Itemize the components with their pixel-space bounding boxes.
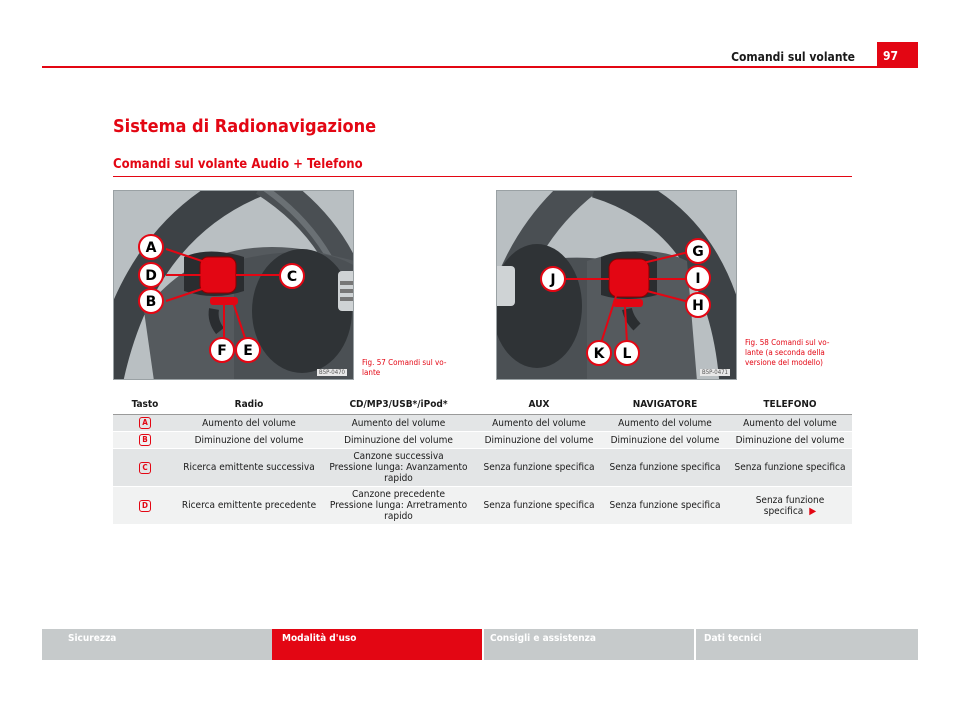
table-row bbox=[113, 487, 852, 525]
figure-58-caption bbox=[745, 338, 855, 368]
table-cell: Aumento del volume bbox=[602, 415, 728, 432]
figure-code: B5P-0470 bbox=[319, 369, 345, 376]
footer-nav bbox=[42, 629, 918, 660]
callout-k: K bbox=[593, 346, 605, 362]
figure-57-steering-wheel bbox=[113, 190, 354, 380]
table-cell: Senza funzione specifica bbox=[728, 449, 852, 487]
sub-title-rule bbox=[113, 176, 852, 177]
table-cell: Ricerca emittente precedente bbox=[177, 487, 321, 525]
header-rule bbox=[42, 66, 877, 68]
key-cell bbox=[113, 449, 177, 487]
caption-text: Fig. 58 Comandi sul vo- lante (a seconda della versione del modello) bbox=[745, 338, 830, 367]
table-cell-text: Senza funzione specifica bbox=[755, 494, 825, 517]
figure-58-steering-wheel bbox=[496, 190, 737, 380]
key-cell bbox=[113, 415, 177, 432]
callout-f: F bbox=[217, 343, 227, 359]
col-header-navigatore: NAVIGATORE bbox=[602, 396, 728, 415]
figure-57-caption bbox=[362, 358, 472, 378]
col-header-aux: AUX bbox=[476, 396, 602, 415]
table-row bbox=[113, 415, 852, 432]
table-cell: Diminuzione del volume bbox=[602, 432, 728, 449]
table-cell: Diminuzione del volume bbox=[321, 432, 476, 449]
callout-g: G bbox=[692, 244, 704, 260]
footer-tab-sicurezza[interactable]: Sicurezza bbox=[42, 629, 272, 660]
key-badge: A bbox=[139, 417, 151, 429]
footer-tab-modalita-uso[interactable]: Modalità d'uso bbox=[272, 629, 482, 660]
callout-l: L bbox=[622, 346, 632, 362]
col-header-radio: Radio bbox=[177, 396, 321, 415]
callout-d: D bbox=[145, 268, 157, 284]
continue-arrow-icon: ▶ bbox=[809, 505, 817, 517]
sub-title: Comandi sul volante Audio + Telefono bbox=[113, 157, 363, 172]
table-cell: Diminuzione del volume bbox=[728, 432, 852, 449]
steering-wheel-right-illustration bbox=[497, 191, 737, 380]
table-cell: Aumento del volume bbox=[476, 415, 602, 432]
callout-b: B bbox=[145, 294, 157, 310]
callout-e: E bbox=[243, 343, 253, 359]
table-cell: Senza funzione specifica bbox=[602, 449, 728, 487]
callout-i: I bbox=[695, 271, 701, 287]
table-cell: Senza funzione specifica bbox=[476, 487, 602, 525]
table-cell: Diminuzione del volume bbox=[177, 432, 321, 449]
table-cell: Canzone successiva Pressione lunga: Avanzamento rapido bbox=[321, 449, 476, 487]
footer-tab-dati-tecnici[interactable]: Dati tecnici bbox=[694, 629, 918, 660]
page-number: 97 bbox=[877, 42, 918, 68]
section-title: Sistema di Radionavigazione bbox=[113, 116, 377, 137]
key-cell bbox=[113, 487, 177, 525]
table-cell: Aumento del volume bbox=[177, 415, 321, 432]
col-header-cd: CD/MP3/USB*/iPod* bbox=[321, 396, 476, 415]
table-header-row bbox=[113, 396, 852, 415]
col-header-tasto: Tasto bbox=[113, 396, 177, 415]
table-cell: Diminuzione del volume bbox=[476, 432, 602, 449]
key-badge: C bbox=[139, 462, 151, 474]
controls-table bbox=[113, 396, 852, 525]
table-cell: Canzone precedente Pressione lunga: Arretramento rapido bbox=[321, 487, 476, 525]
table-cell: Aumento del volume bbox=[728, 415, 852, 432]
callout-a: A bbox=[145, 240, 157, 256]
key-badge: B bbox=[139, 434, 151, 446]
footer-tab-consigli[interactable]: Consigli e assistenza bbox=[482, 629, 694, 660]
table-cell: Aumento del volume bbox=[321, 415, 476, 432]
table-cell: Senza funzione specifica bbox=[602, 487, 728, 525]
key-cell bbox=[113, 432, 177, 449]
figure-code: B5P-0471 bbox=[702, 369, 728, 376]
running-header-title: Comandi sul volante bbox=[731, 50, 855, 64]
table-row bbox=[113, 432, 852, 449]
steering-wheel-left-illustration bbox=[114, 191, 354, 380]
col-header-telefono: TELEFONO bbox=[728, 396, 852, 415]
table-cell-last bbox=[728, 487, 852, 525]
table-cell: Ricerca emittente successiva bbox=[177, 449, 321, 487]
callout-j: J bbox=[550, 272, 556, 288]
callout-c: C bbox=[286, 269, 298, 285]
table-cell: Senza funzione specifica bbox=[476, 449, 602, 487]
caption-text: Fig. 57 Comandi sul vo- lante bbox=[362, 358, 447, 377]
callout-h: H bbox=[692, 298, 704, 314]
table-row bbox=[113, 449, 852, 487]
key-badge: D bbox=[139, 500, 151, 512]
